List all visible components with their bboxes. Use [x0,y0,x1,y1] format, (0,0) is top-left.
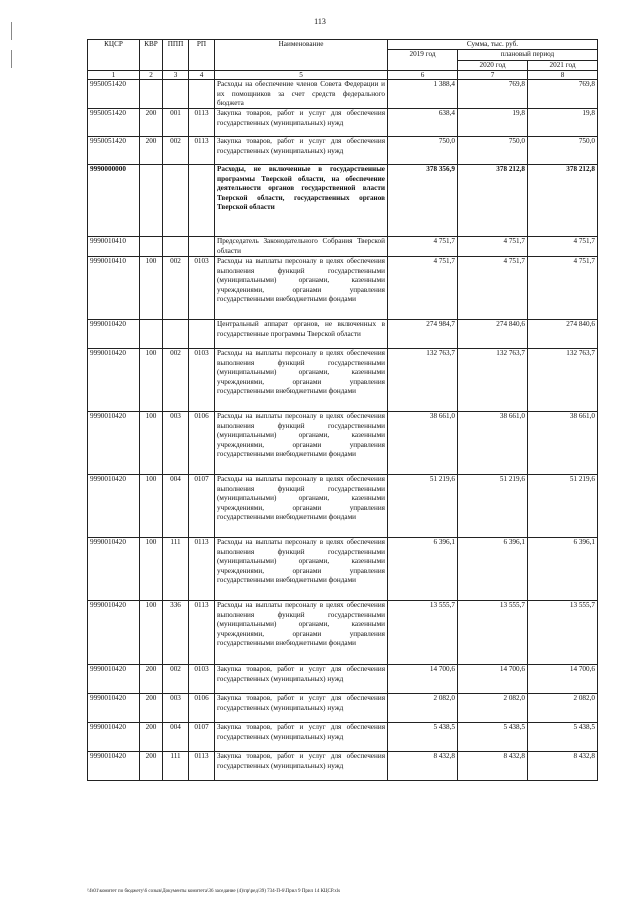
header-2020: 2020 год [458,60,528,70]
column-number: 8 [528,71,598,80]
kcsr-cell: 9950051420 [88,137,140,165]
kcsr-cell: 9990010420 [88,665,140,694]
ppp-cell: 004 [163,723,189,752]
kvr-cell: 200 [140,137,163,165]
value-2019-cell: 750,0 [388,137,458,165]
budget-table [87,39,598,781]
rp-cell: 0107 [189,723,215,752]
value-2020-cell: 4 751,7 [458,257,528,320]
header-sum: Сумма, тыс. руб. [388,40,598,50]
table-row [88,137,598,165]
table-row [88,109,598,137]
value-2021-cell: 378 212,8 [528,165,598,237]
value-2020-cell: 13 555,7 [458,601,528,665]
table-row [88,80,598,109]
column-number: 5 [215,71,388,80]
ppp-cell [163,237,189,257]
value-2019-cell: 8 432,8 [388,752,458,781]
value-2019-cell: 1 388,4 [388,80,458,109]
table-row [88,538,598,601]
ppp-cell: 111 [163,538,189,601]
table-row [88,165,598,237]
kcsr-cell: 9990010420 [88,694,140,723]
value-2020-cell: 4 751,7 [458,237,528,257]
ppp-cell [163,165,189,237]
value-2019-cell: 51 219,6 [388,475,458,538]
rp-cell: 0103 [189,257,215,320]
name-cell: Расходы на выплаты персоналу в целях обеспечения выполнения функций государственными (муниципальными) органами, казенными учреждениями, органами управления государственными внебюджетными фондами [215,257,388,320]
value-2019-cell: 132 763,7 [388,349,458,412]
value-2020-cell: 5 438,5 [458,723,528,752]
header-planned: плановый период [458,50,598,60]
table-row [88,665,598,694]
kvr-cell: 200 [140,723,163,752]
kcsr-cell: 9990010410 [88,237,140,257]
ppp-cell: 002 [163,257,189,320]
rp-cell: 0113 [189,109,215,137]
table-row [88,752,598,781]
name-cell: Расходы на обеспечение членов Совета Федерации и их помощников за счет средств федерального бюджета [215,80,388,109]
column-number: 6 [388,71,458,80]
kcsr-cell: 9990010420 [88,412,140,475]
column-number: 1 [88,71,140,80]
ppp-cell: 002 [163,349,189,412]
column-number: 3 [163,71,189,80]
value-2021-cell: 19,8 [528,109,598,137]
value-2020-cell: 132 763,7 [458,349,528,412]
kvr-cell [140,165,163,237]
table-row [88,723,598,752]
header-ppp: ППП [163,40,189,71]
value-2021-cell: 14 700,6 [528,665,598,694]
table-body [88,80,598,781]
value-2019-cell: 38 661,0 [388,412,458,475]
kvr-cell [140,237,163,257]
value-2021-cell: 8 432,8 [528,752,598,781]
ppp-cell [163,320,189,349]
rp-cell: 0113 [189,137,215,165]
rp-cell [189,165,215,237]
rp-cell: 0113 [189,752,215,781]
ppp-cell: 003 [163,412,189,475]
rp-cell: 0103 [189,349,215,412]
column-number: 7 [458,71,528,80]
kvr-cell: 100 [140,601,163,665]
value-2020-cell: 769,8 [458,80,528,109]
kvr-cell: 100 [140,257,163,320]
kvr-cell: 200 [140,752,163,781]
value-2020-cell: 14 700,6 [458,665,528,694]
name-cell: Расходы на выплаты персоналу в целях обеспечения выполнения функций государственными (муниципальными) органами, казенными учреждениями, органами управления государственными внебюджетными фондами [215,349,388,412]
value-2021-cell: 769,8 [528,80,598,109]
value-2021-cell: 5 438,5 [528,723,598,752]
header-name: Наименование [215,40,388,71]
value-2020-cell: 8 432,8 [458,752,528,781]
value-2020-cell: 750,0 [458,137,528,165]
rp-cell: 0106 [189,694,215,723]
name-cell: Расходы на выплаты персоналу в целях обеспечения выполнения функций государственными (муниципальными) органами, казенными учреждениями, органами управления государственными внебюджетными фондами [215,538,388,601]
value-2019-cell: 274 984,7 [388,320,458,349]
value-2019-cell: 13 555,7 [388,601,458,665]
value-2021-cell: 4 751,7 [528,257,598,320]
name-cell: Закупка товаров, работ и услуг для обеспечения государственных (муниципальных) нужд [215,752,388,781]
ppp-cell [163,80,189,109]
value-2021-cell: 132 763,7 [528,349,598,412]
value-2019-cell: 378 356,9 [388,165,458,237]
value-2019-cell: 6 396,1 [388,538,458,601]
name-cell: Закупка товаров, работ и услуг для обеспечения государственных (муниципальных) нужд [215,137,388,165]
value-2019-cell: 2 082,0 [388,694,458,723]
name-cell: Центральный аппарат органов, не включенных в государственные программы Тверской области [215,320,388,349]
rp-cell: 0106 [189,412,215,475]
rp-cell [189,80,215,109]
name-cell: Расходы на выплаты персоналу в целях обеспечения выполнения функций государственными (муниципальными) органами, казенными учреждениями, органами управления государственными внебюджетными фондами [215,601,388,665]
ppp-cell: 004 [163,475,189,538]
value-2020-cell: 274 840,6 [458,320,528,349]
kcsr-cell: 9990000000 [88,165,140,237]
table-row [88,320,598,349]
ppp-cell: 003 [163,694,189,723]
value-2019-cell: 5 438,5 [388,723,458,752]
ppp-cell: 111 [163,752,189,781]
value-2021-cell: 6 396,1 [528,538,598,601]
rp-cell: 0103 [189,665,215,694]
name-cell: Расходы на выплаты персоналу в целях обеспечения выполнения функций государственными (муниципальными) органами, казенными учреждениями, органами управления государственными внебюджетными фондами [215,475,388,538]
name-cell: Расходы на выплаты персоналу в целях обеспечения выполнения функций государственными (муниципальными) органами, казенными учреждениями, органами управления государственными внебюджетными фондами [215,412,388,475]
kvr-cell: 200 [140,665,163,694]
margin-mark [11,22,12,40]
table-row [88,694,598,723]
header-2021: 2021 год [528,60,598,70]
value-2020-cell: 51 219,6 [458,475,528,538]
rp-cell: 0113 [189,538,215,601]
table-row [88,412,598,475]
value-2020-cell: 6 396,1 [458,538,528,601]
column-number: 2 [140,71,163,80]
file-path-footer: \\fs01\комитет по бюджету\6 созыв\Документы комитета\36 заседание (4)\пр\ред\39) 734-П-6\Прил 9 Прил 14 КЦСР.xls [87,889,341,894]
rp-cell [189,237,215,257]
kcsr-cell: 9990010420 [88,538,140,601]
name-cell: Закупка товаров, работ и услуг для обеспечения государственных (муниципальных) нужд [215,723,388,752]
kvr-cell [140,320,163,349]
ppp-cell: 002 [163,665,189,694]
value-2020-cell: 19,8 [458,109,528,137]
value-2020-cell: 38 661,0 [458,412,528,475]
ppp-cell: 002 [163,137,189,165]
table-row [88,237,598,257]
table-row [88,349,598,412]
header-kcsr: КЦСР [88,40,140,71]
kcsr-cell: 9950051420 [88,109,140,137]
header-2019: 2019 год [388,50,458,71]
value-2021-cell: 4 751,7 [528,237,598,257]
value-2021-cell: 750,0 [528,137,598,165]
table-row [88,601,598,665]
kvr-cell: 100 [140,538,163,601]
column-number: 4 [189,71,215,80]
name-cell: Закупка товаров, работ и услуг для обеспечения государственных (муниципальных) нужд [215,665,388,694]
name-cell: Председатель Законодательного Собрания Тверской области [215,237,388,257]
margin-mark [11,50,12,68]
kcsr-cell: 9990010410 [88,257,140,320]
kcsr-cell: 9990010420 [88,752,140,781]
header-kvr: КВР [140,40,163,71]
value-2019-cell: 14 700,6 [388,665,458,694]
name-cell: Закупка товаров, работ и услуг для обеспечения государственных (муниципальных) нужд [215,109,388,137]
rp-cell [189,320,215,349]
value-2019-cell: 638,4 [388,109,458,137]
value-2021-cell: 13 555,7 [528,601,598,665]
kvr-cell: 100 [140,475,163,538]
value-2021-cell: 2 082,0 [528,694,598,723]
value-2021-cell: 274 840,6 [528,320,598,349]
kvr-cell: 200 [140,694,163,723]
rp-cell: 0107 [189,475,215,538]
value-2019-cell: 4 751,7 [388,257,458,320]
value-2021-cell: 38 661,0 [528,412,598,475]
table-row [88,257,598,320]
ppp-cell: 336 [163,601,189,665]
page-number: 113 [314,17,326,26]
value-2019-cell: 4 751,7 [388,237,458,257]
value-2020-cell: 378 212,8 [458,165,528,237]
name-cell: Закупка товаров, работ и услуг для обеспечения государственных (муниципальных) нужд [215,694,388,723]
value-2020-cell: 2 082,0 [458,694,528,723]
value-2021-cell: 51 219,6 [528,475,598,538]
ppp-cell: 001 [163,109,189,137]
kvr-cell: 200 [140,109,163,137]
kvr-cell: 100 [140,412,163,475]
kcsr-cell: 9990010420 [88,349,140,412]
column-number-row [88,71,598,80]
kvr-cell [140,80,163,109]
kvr-cell: 100 [140,349,163,412]
kcsr-cell: 9990010420 [88,320,140,349]
header-rp: РП [189,40,215,71]
name-cell: Расходы, не включенные в государственные программы Тверской области, на обеспечение деятельности органов государственной власти Тверской области, государственных органов Тверской области [215,165,388,237]
kcsr-cell: 9990010420 [88,723,140,752]
kcsr-cell: 9950051420 [88,80,140,109]
kcsr-cell: 9990010420 [88,475,140,538]
kcsr-cell: 9990010420 [88,601,140,665]
rp-cell: 0113 [189,601,215,665]
table-row [88,475,598,538]
